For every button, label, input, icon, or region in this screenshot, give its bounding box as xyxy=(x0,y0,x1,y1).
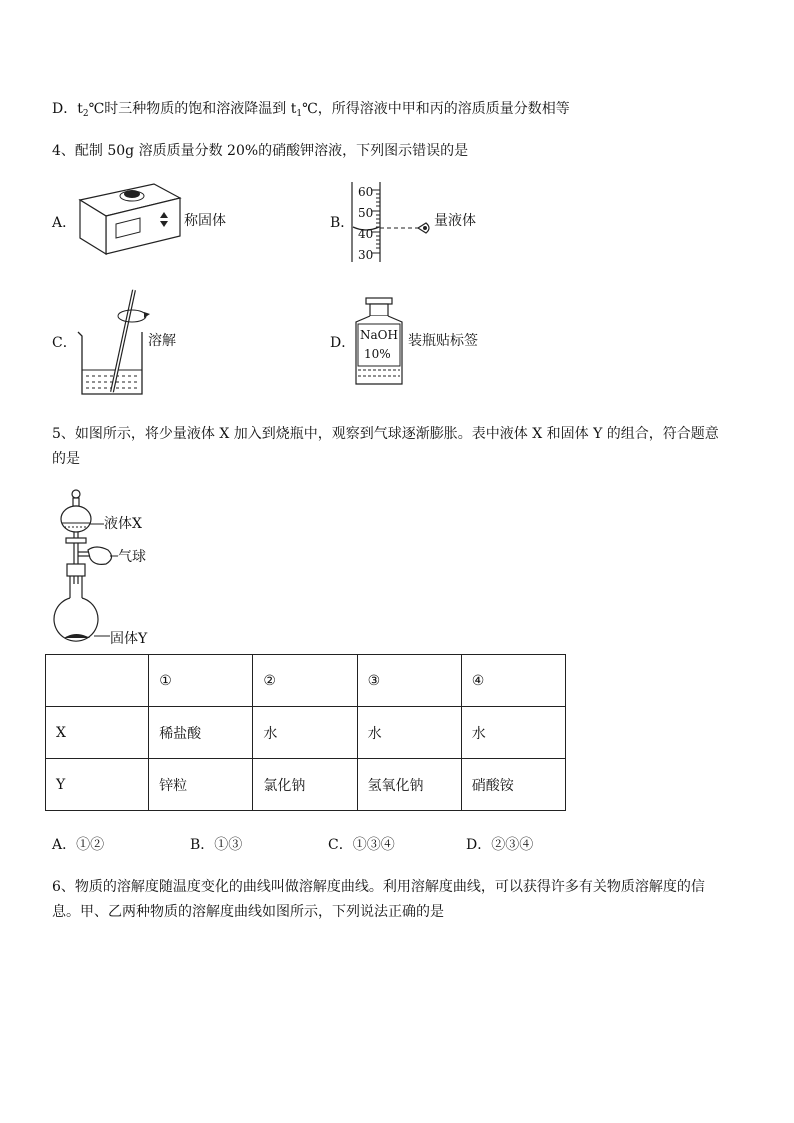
table-cell: 水 xyxy=(357,707,461,759)
q4-option-c-letter: C． xyxy=(52,335,77,351)
q6-stem-line1: 6、物质的溶解度随温度变化的曲线叫做溶解度曲线。利用溶解度曲线，可以获得许多有关物质溶解度的信 xyxy=(52,879,705,895)
balance-figure xyxy=(76,180,186,260)
table-cell: 稀盐酸 xyxy=(149,707,253,759)
q4-option-d-letter: D． xyxy=(330,335,356,351)
table-cell: 氢氧化钠 xyxy=(357,759,461,811)
apparatus-label-liquid: 液体X xyxy=(104,516,142,532)
q4-option-a-caption: 称固体 xyxy=(184,213,226,229)
table-cell: 硝酸铵 xyxy=(461,759,565,811)
table-cell: Y xyxy=(46,759,149,811)
table-cell: 水 xyxy=(253,707,357,759)
table-cell: X xyxy=(46,707,149,759)
q4-option-c-caption: 溶解 xyxy=(148,333,176,349)
table-cell xyxy=(46,655,149,707)
q5-choice-b: B．①③ xyxy=(190,837,243,853)
table-cell: ① xyxy=(149,655,253,707)
cylinder-tick-60: 60 xyxy=(358,185,374,199)
table-cell: 锌粒 xyxy=(149,759,253,811)
bottle-label-concentration: 10% xyxy=(364,347,391,361)
q5-stem-line2: 的是 xyxy=(52,451,80,467)
q4-option-d-caption: 装瓶贴标签 xyxy=(408,333,478,349)
table-cell: ② xyxy=(253,655,357,707)
table-cell: 水 xyxy=(461,707,565,759)
table-cell: ④ xyxy=(461,655,565,707)
q5-stem-line1: 5、如图所示，将少量液体 X 加入到烧瓶中，观察到气球逐渐膨胀。表中液体 X 和固体 Y 的组合，符合题意 xyxy=(52,426,719,442)
q4-stem: 4、配制 50g 溶质质量分数 20%的硝酸钾溶液，下列图示错误的是 xyxy=(52,143,469,159)
cylinder-tick-50: 50 xyxy=(358,206,374,220)
beaker-stirring-figure xyxy=(72,286,152,398)
q4-option-b-caption: 量液体 xyxy=(434,213,476,229)
table-cell: 氯化钠 xyxy=(253,759,357,811)
q3-option-d: D．$t_2℃$时三种物质的饱和溶液降温到 $t_1℃$，所得溶液中甲和丙的溶质质量分数相等 xyxy=(52,101,570,119)
bottle-label-formula: NaOH xyxy=(360,328,398,342)
apparatus-pointer-lines xyxy=(80,516,140,646)
q5-choice-d: D．②③④ xyxy=(466,837,534,853)
cylinder-tick-40: 40 xyxy=(358,227,374,241)
table-cell: ③ xyxy=(357,655,461,707)
q5-combination-table xyxy=(45,654,566,811)
apparatus-label-balloon: 气球 xyxy=(118,549,146,565)
table-header-row xyxy=(46,655,566,707)
q4-option-b-letter: B． xyxy=(330,215,355,231)
apparatus-label-solid: 固体Y xyxy=(110,631,148,647)
table-row xyxy=(46,707,566,759)
q4-option-a-letter: A． xyxy=(52,215,77,231)
q5-choice-c: C．①③④ xyxy=(328,837,395,853)
q6-stem-line2: 息。甲、乙两种物质的溶解度曲线如图所示，下列说法正确的是 xyxy=(52,904,444,920)
cylinder-tick-30: 30 xyxy=(358,248,374,262)
table-row xyxy=(46,759,566,811)
q5-choice-a: A．①② xyxy=(52,837,105,853)
